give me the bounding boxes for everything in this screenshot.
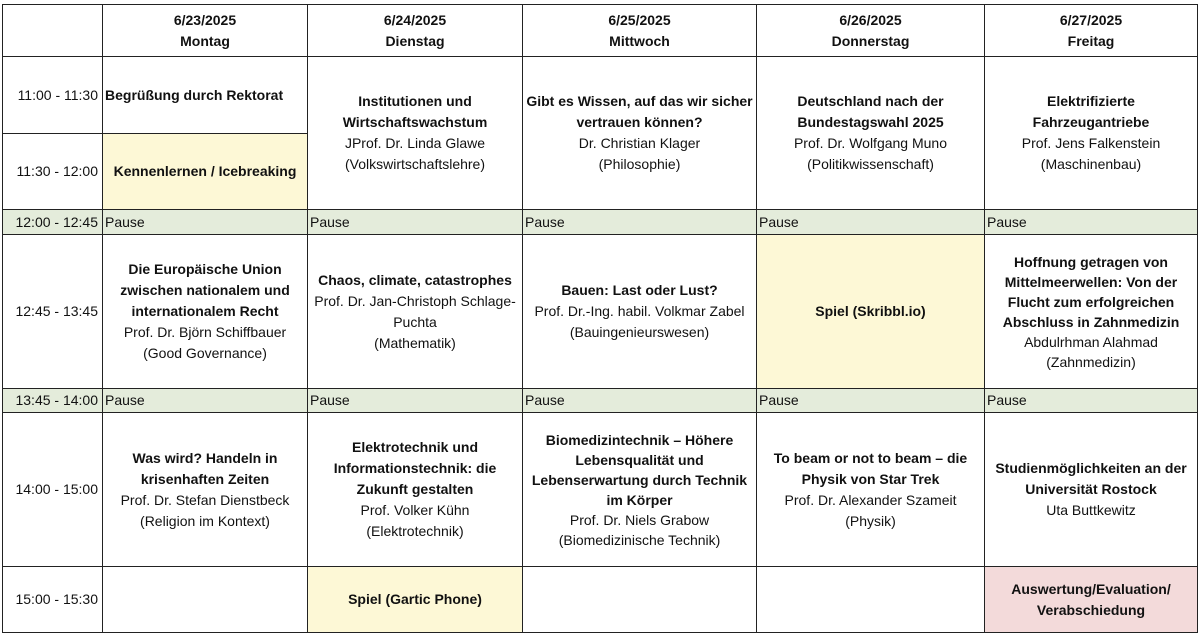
session-speaker: JProf. Dr. Linda Glawe: [344, 135, 486, 151]
session-department: (Zahnmedizin): [1046, 353, 1136, 370]
session-mon-midday: [103, 235, 308, 389]
session-wed-midday: [523, 235, 757, 389]
time-label: 12:45 - 13:45: [3, 235, 103, 389]
row-pause-1200: [3, 210, 1198, 235]
session-speaker: Prof. Dr. Jan-Christoph Schlage-: [314, 292, 516, 309]
session-title: Die Europäische Union: [128, 261, 282, 277]
day-header-tue: [308, 5, 523, 57]
day-date: 6/24/2025: [383, 11, 447, 28]
session-title: To beam or not to beam – die: [773, 449, 968, 466]
session-department: (Biomedizinische Technik): [558, 531, 721, 548]
session-thu-morning: [757, 57, 985, 210]
session-speaker: Prof. Dr. Niels Grabow: [569, 511, 710, 528]
session-department: (Elektrotechnik): [366, 523, 464, 539]
session-fri-closing: [985, 567, 1198, 633]
day-name: Donnerstag: [831, 32, 910, 49]
session-title: Spiel (Gartic Phone): [348, 591, 482, 607]
session-department: (Bauingenieurswesen): [569, 324, 710, 340]
row-1245: [3, 235, 1198, 389]
session-title: vertrauen können?: [576, 114, 703, 130]
session-title: Biomedizintechnik – Höhere: [545, 431, 734, 448]
session-title: Zukunft gestalten: [356, 481, 474, 497]
header-row: [3, 5, 1198, 57]
session-department: (Physik): [845, 512, 896, 529]
session-department: (Maschinenbau): [1040, 156, 1142, 172]
pause-cell: Pause: [985, 210, 1198, 235]
session-tue-morning: [308, 57, 523, 210]
time-label: 11:30 - 12:00: [3, 134, 103, 210]
session-mon-icebreaking: [103, 134, 308, 210]
pause-cell: Pause: [523, 389, 757, 413]
session-title: Begrüßung durch Rektorat: [105, 86, 284, 103]
pause-cell: Pause: [523, 210, 757, 235]
day-name: Mittwoch: [609, 32, 670, 49]
session-title: Wirtschaftswachstum: [342, 114, 488, 130]
empty-cell: [103, 567, 308, 633]
session-mon-welcome: [103, 57, 308, 134]
session-speaker: Abdulrhman Alahmad: [1024, 333, 1158, 350]
pause-cell: Pause: [103, 210, 308, 235]
session-department: (Philosophie): [598, 156, 681, 172]
session-title: Deutschland nach der: [797, 93, 944, 109]
session-title: im Körper: [606, 491, 673, 508]
day-name: Dienstag: [385, 32, 445, 49]
session-thu-game: [757, 235, 985, 389]
session-title: Universität Rostock: [1025, 481, 1157, 497]
session-title: Kennenlernen / Icebreaking: [113, 163, 297, 179]
day-name: Montag: [180, 32, 230, 49]
session-title: Lebenserwartung durch Technik: [531, 471, 748, 488]
session-thu-afternoon: [757, 413, 985, 567]
session-wed-afternoon: [523, 413, 757, 567]
day-date: 6/26/2025: [839, 11, 902, 28]
session-title: Bundestagswahl 2025: [797, 114, 944, 130]
session-title: Institutionen und: [358, 93, 472, 109]
session-speaker: Prof. Dr. Wolfgang Muno: [793, 135, 948, 151]
session-department: (Religion im Kontext): [140, 512, 270, 529]
session-title: Elektrifizierte Fahrzeugantriebe: [1032, 93, 1150, 130]
session-title: Studienmöglichkeiten an der: [995, 460, 1187, 476]
day-date: 6/27/2025: [1059, 11, 1123, 28]
session-title: Mittelmeerwellen: Von der: [1004, 273, 1178, 290]
session-wed-morning: [523, 57, 757, 210]
pause-cell: Pause: [757, 210, 985, 235]
day-date: 6/23/2025: [173, 11, 237, 28]
session-speaker: Prof. Jens Falkenstein: [1021, 135, 1161, 151]
session-department: (Politikwissenschaft): [807, 156, 934, 172]
session-tue-game: [308, 567, 523, 633]
corner-cell: [3, 5, 103, 57]
time-label: 13:45 - 14:00: [3, 389, 103, 413]
session-title: Verabschiedung: [1036, 601, 1146, 618]
session-title: Lebensqualität und: [575, 451, 704, 468]
session-mon-afternoon: [103, 413, 308, 567]
pause-cell: Pause: [103, 389, 308, 413]
pause-cell: Pause: [757, 389, 985, 413]
time-label: 12:00 - 12:45: [3, 210, 103, 235]
session-title: Gibt es Wissen, auf das wir sicher: [526, 93, 753, 109]
time-label: 15:00 - 15:30: [3, 567, 103, 633]
row-1500: [3, 567, 1198, 633]
row-1400: [3, 413, 1198, 567]
empty-cell: [523, 567, 757, 633]
session-title: Elektrotechnik und: [351, 439, 479, 455]
session-title: Auswertung/Evaluation/: [1011, 580, 1171, 597]
session-title: Informationstechnik: die: [333, 460, 497, 476]
session-title: Bauen: Last oder Lust?: [561, 282, 718, 298]
session-speaker: Prof. Dr. Stefan Dienstbeck: [120, 491, 290, 508]
session-title: internationalem Recht: [131, 303, 279, 319]
day-date: 6/25/2025: [608, 11, 671, 28]
session-title: Flucht zum erfolgreichen: [1007, 293, 1175, 310]
pause-cell: Pause: [308, 389, 523, 413]
session-speaker: Prof. Dr. Björn Schiffbauer: [123, 324, 287, 340]
session-speaker: Prof. Dr.-Ing. habil. Volkmar Zabel: [534, 303, 745, 319]
day-header-fri: [985, 5, 1198, 57]
session-department: (Mathematik): [374, 334, 456, 351]
pause-cell: Pause: [985, 389, 1198, 413]
session-speaker: Puchta: [393, 313, 437, 330]
pause-cell: Pause: [308, 210, 523, 235]
day-header-thu: [757, 5, 985, 57]
session-fri-afternoon: [985, 413, 1198, 567]
day-name: Freitag: [1067, 32, 1115, 49]
session-speaker: Uta Buttkewitz: [1046, 502, 1136, 518]
session-title: Spiel (Skribbl.io): [815, 303, 926, 319]
session-speaker: Prof. Dr. Alexander Szameit: [784, 491, 957, 508]
session-title: Physik von Star Trek: [801, 470, 940, 487]
session-department: (Good Governance): [143, 345, 267, 361]
session-tue-afternoon: [308, 413, 523, 567]
session-title: Was wird? Handeln in: [132, 449, 278, 466]
time-label: 11:00 - 11:30: [3, 57, 103, 134]
session-tue-midday: [308, 235, 523, 389]
row-pause-1345: [3, 389, 1198, 413]
session-department: (Volkswirtschaftslehre): [344, 156, 486, 172]
time-label: 14:00 - 15:00: [3, 413, 103, 567]
schedule-table: [2, 4, 1198, 633]
empty-cell: [757, 567, 985, 633]
day-header-mon: [103, 5, 308, 57]
session-fri-morning: [985, 57, 1198, 210]
session-title: Chaos, climate, catastrophes: [318, 271, 512, 288]
session-title: Hoffnung getragen von: [1014, 253, 1168, 270]
session-title: krisenhaften Zeiten: [140, 470, 270, 487]
row-1100: [3, 57, 1198, 134]
session-speaker: Prof. Volker Kühn: [360, 502, 470, 518]
session-speaker: Dr. Christian Klager: [578, 135, 701, 151]
day-header-wed: [523, 5, 757, 57]
session-fri-midday: [985, 235, 1198, 389]
session-title: Abschluss in Zahnmedizin: [1002, 313, 1180, 330]
session-title: zwischen nationalem und: [120, 282, 290, 298]
